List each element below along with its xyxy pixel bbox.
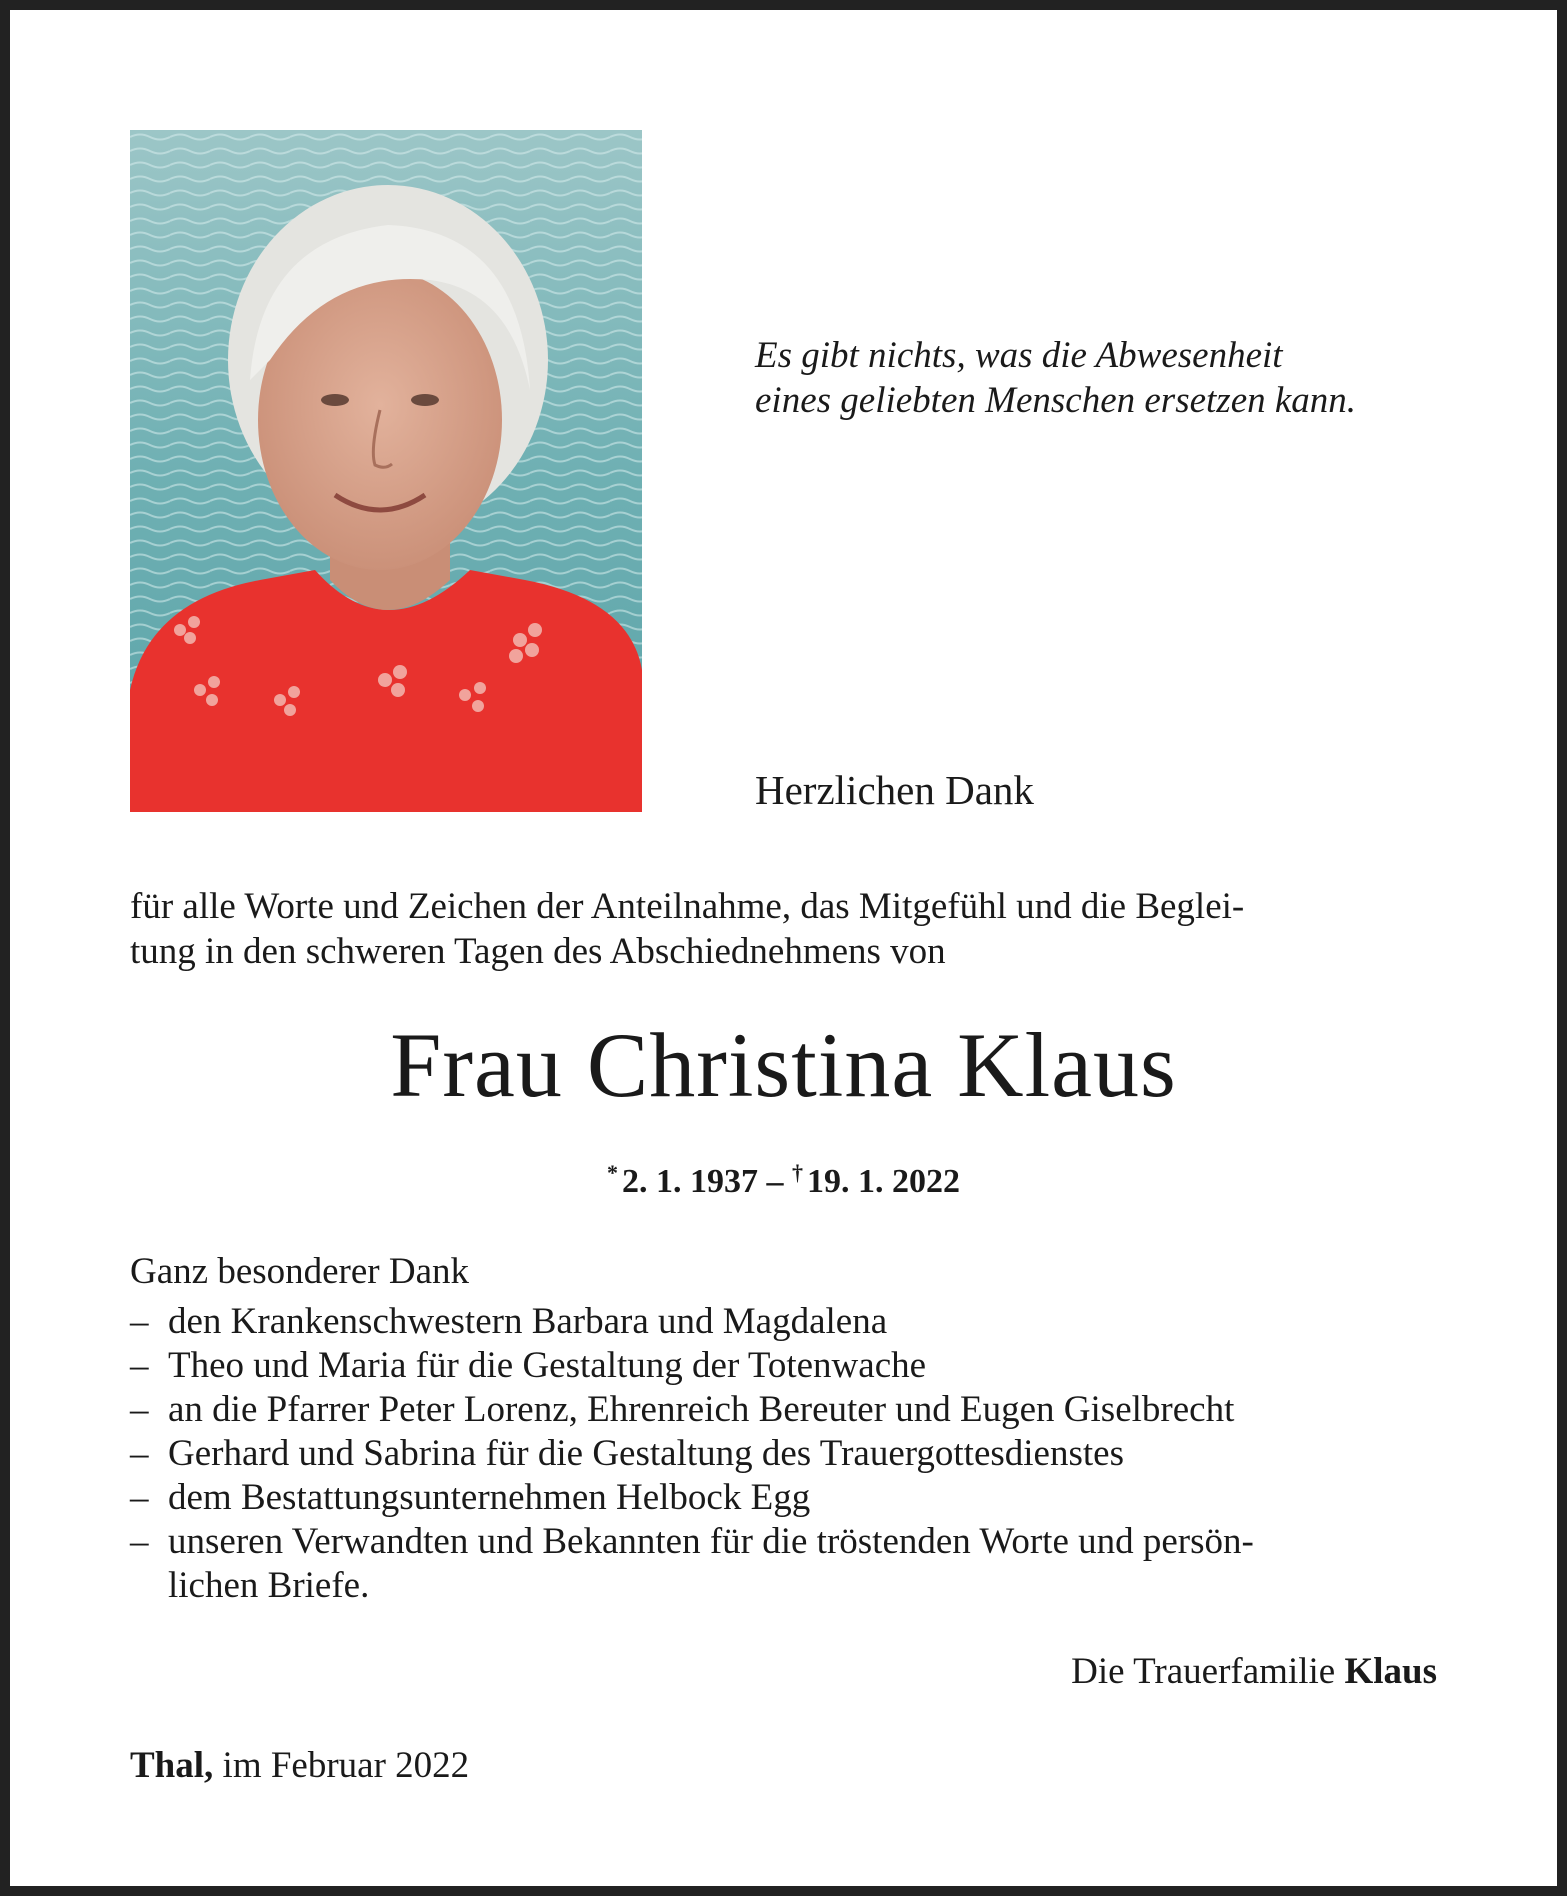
list-item-text: dem Bestattungsunternehmen Helbock Egg [168,1477,811,1518]
list-dash: – [130,1433,149,1474]
list-item-text: Gerhard und Sabrina für die Gestaltung des Trauergottesdienstes [168,1433,1124,1474]
list-item-text: unseren Verwandten und Bekannten für die tröstenden Worte und persön- [168,1521,1254,1562]
special-thanks-list [130,1300,1254,1608]
list-dash: – [130,1301,149,1342]
portrait-photo [130,130,642,812]
special-thanks-heading: Ganz besonderer Dank [130,1251,470,1292]
list-item [130,1432,1254,1476]
date-separator: – [766,1163,784,1200]
death-date: 19. 1. 2022 [807,1163,960,1200]
list-dash: – [130,1521,149,1562]
date-text: im Februar 2022 [222,1745,470,1786]
intro-line-2: tung in den schweren Tagen des Abschiednehmens von [130,931,946,973]
birth-date: 2. 1. 1937 [622,1163,758,1200]
mourning-family [1071,1650,1437,1693]
list-item-text: an die Pfarrer Peter Lorenz, Ehrenreich Bereuter und Eugen Giselbrecht [168,1389,1235,1430]
deceased-name: Frau Christina Klaus [390,1014,1177,1116]
birth-symbol: * [607,1160,618,1185]
family-surname: Klaus [1344,1651,1437,1692]
list-item [130,1476,1254,1520]
list-item [130,1388,1254,1432]
place-name: Thal, [130,1745,214,1786]
life-dates [0,1160,1567,1201]
list-item [130,1344,1254,1388]
list-item-text: Theo und Maria für die Gestaltung der Totenwache [168,1345,927,1386]
list-item [130,1300,1254,1344]
quote-line-1: Es gibt nichts, was die Abwesenheit [755,335,1283,376]
list-dash: – [130,1345,149,1386]
intro-line-1: für alle Worte und Zeichen der Anteilnahme, das Mitgefühl und die Beglei- [130,886,1245,927]
quote-line-2: eines geliebten Menschen ersetzen kann. [755,380,1357,422]
list-item-text-continued: lichen Briefe. [168,1565,370,1606]
list-item-text: den Krankenschwestern Barbara und Magdalena [168,1301,888,1342]
list-dash: – [130,1477,149,1518]
thanks-heading: Herzlichen Dank [755,767,1034,813]
death-symbol: † [792,1160,803,1185]
list-dash: – [130,1389,149,1430]
place-and-date [130,1744,469,1787]
list-item [130,1520,1254,1608]
family-prefix: Die Trauerfamilie [1071,1651,1336,1692]
memorial-quote [755,333,1356,423]
intro-paragraph [130,884,1244,974]
